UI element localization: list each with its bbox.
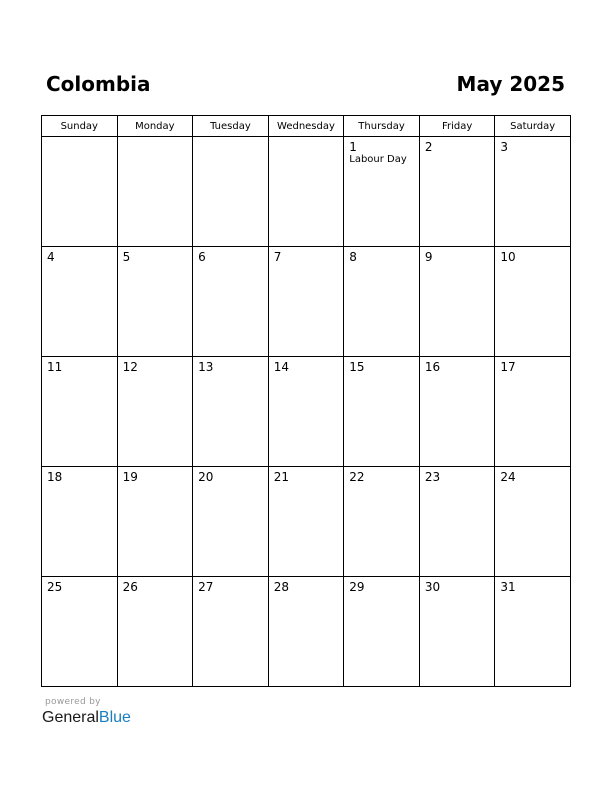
day-cell (117, 467, 193, 577)
weekday-header: Saturday (495, 116, 571, 137)
day-number: 6 (198, 250, 206, 264)
day-number: 13 (198, 360, 214, 374)
holiday-label: Labour Day (349, 154, 407, 165)
day-cell (495, 247, 571, 357)
day-number: 30 (424, 580, 441, 594)
day-cell (344, 467, 420, 577)
country-title: Colombia (46, 72, 151, 96)
day-number: 12 (122, 360, 138, 374)
day-number: 24 (500, 470, 516, 484)
week-row (42, 137, 571, 247)
day-number: 3 (500, 140, 509, 154)
day-cell (193, 137, 269, 247)
day-cell (419, 357, 495, 467)
day-number: 20 (198, 470, 214, 484)
week-row (42, 467, 571, 577)
day-number: 27 (198, 580, 214, 594)
day-number (193, 137, 268, 140)
weekday-header: Wednesday (268, 116, 344, 137)
day-cell (495, 137, 571, 247)
weekday-header: Thursday (344, 116, 420, 137)
calendar-grid (41, 115, 571, 687)
day-cell (42, 247, 118, 357)
weekday-header: Sunday (42, 116, 118, 137)
week-row (42, 577, 571, 687)
day-number: 15 (349, 360, 365, 374)
day-cell (268, 577, 344, 687)
day-cell (268, 247, 344, 357)
day-cell (344, 137, 420, 247)
day-cell (344, 577, 420, 687)
day-number: 14 (273, 360, 289, 374)
day-number (269, 137, 344, 140)
day-cell (117, 357, 193, 467)
day-cell (193, 467, 269, 577)
day-cell (193, 357, 269, 467)
day-cell (42, 357, 118, 467)
day-number: 19 (122, 470, 138, 484)
day-number: 18 (47, 470, 63, 484)
day-number: 28 (273, 580, 289, 594)
day-cell (268, 467, 344, 577)
day-cell (42, 137, 118, 247)
week-row (42, 357, 571, 467)
weekday-header: Friday (419, 116, 495, 137)
day-number: 26 (122, 580, 138, 594)
day-number: 16 (424, 360, 441, 374)
day-number (118, 137, 193, 140)
generalblue-logo (42, 708, 131, 728)
day-cell (268, 357, 344, 467)
day-cell (419, 577, 495, 687)
day-number: 4 (47, 250, 55, 264)
day-number: 31 (500, 580, 516, 594)
day-number: 2 (424, 140, 433, 154)
day-cell (42, 577, 118, 687)
day-number: 5 (122, 250, 131, 264)
day-number (42, 137, 117, 140)
day-number: 10 (500, 250, 516, 264)
month-year-title: May 2025 (456, 72, 565, 96)
day-cell (419, 467, 495, 577)
day-number: 1 (349, 140, 357, 154)
day-number: 17 (500, 360, 516, 374)
day-number: 7 (273, 250, 282, 264)
week-row (42, 247, 571, 357)
weekday-header: Monday (117, 116, 193, 137)
day-cell (495, 467, 571, 577)
brand-blue: Blue (98, 709, 131, 726)
day-cell (193, 577, 269, 687)
day-number: 23 (424, 470, 441, 484)
day-number: 9 (424, 250, 433, 264)
day-number: 11 (47, 360, 63, 374)
brand-general: General (42, 709, 99, 726)
day-number: 29 (349, 580, 365, 594)
day-cell (42, 467, 118, 577)
day-number: 25 (47, 580, 63, 594)
day-cell (117, 137, 193, 247)
day-cell (495, 577, 571, 687)
day-cell (193, 247, 269, 357)
weekday-header: Tuesday (193, 116, 269, 137)
weekday-header-row (42, 116, 571, 137)
day-cell (117, 247, 193, 357)
day-cell (495, 357, 571, 467)
day-number: 8 (349, 250, 357, 264)
day-cell (344, 247, 420, 357)
day-cell (117, 577, 193, 687)
day-cell (419, 137, 495, 247)
day-number: 22 (349, 470, 365, 484)
day-number: 21 (273, 470, 289, 484)
day-cell (344, 357, 420, 467)
day-cell (268, 137, 344, 247)
day-cell (419, 247, 495, 357)
powered-by-label: powered by (45, 697, 101, 707)
